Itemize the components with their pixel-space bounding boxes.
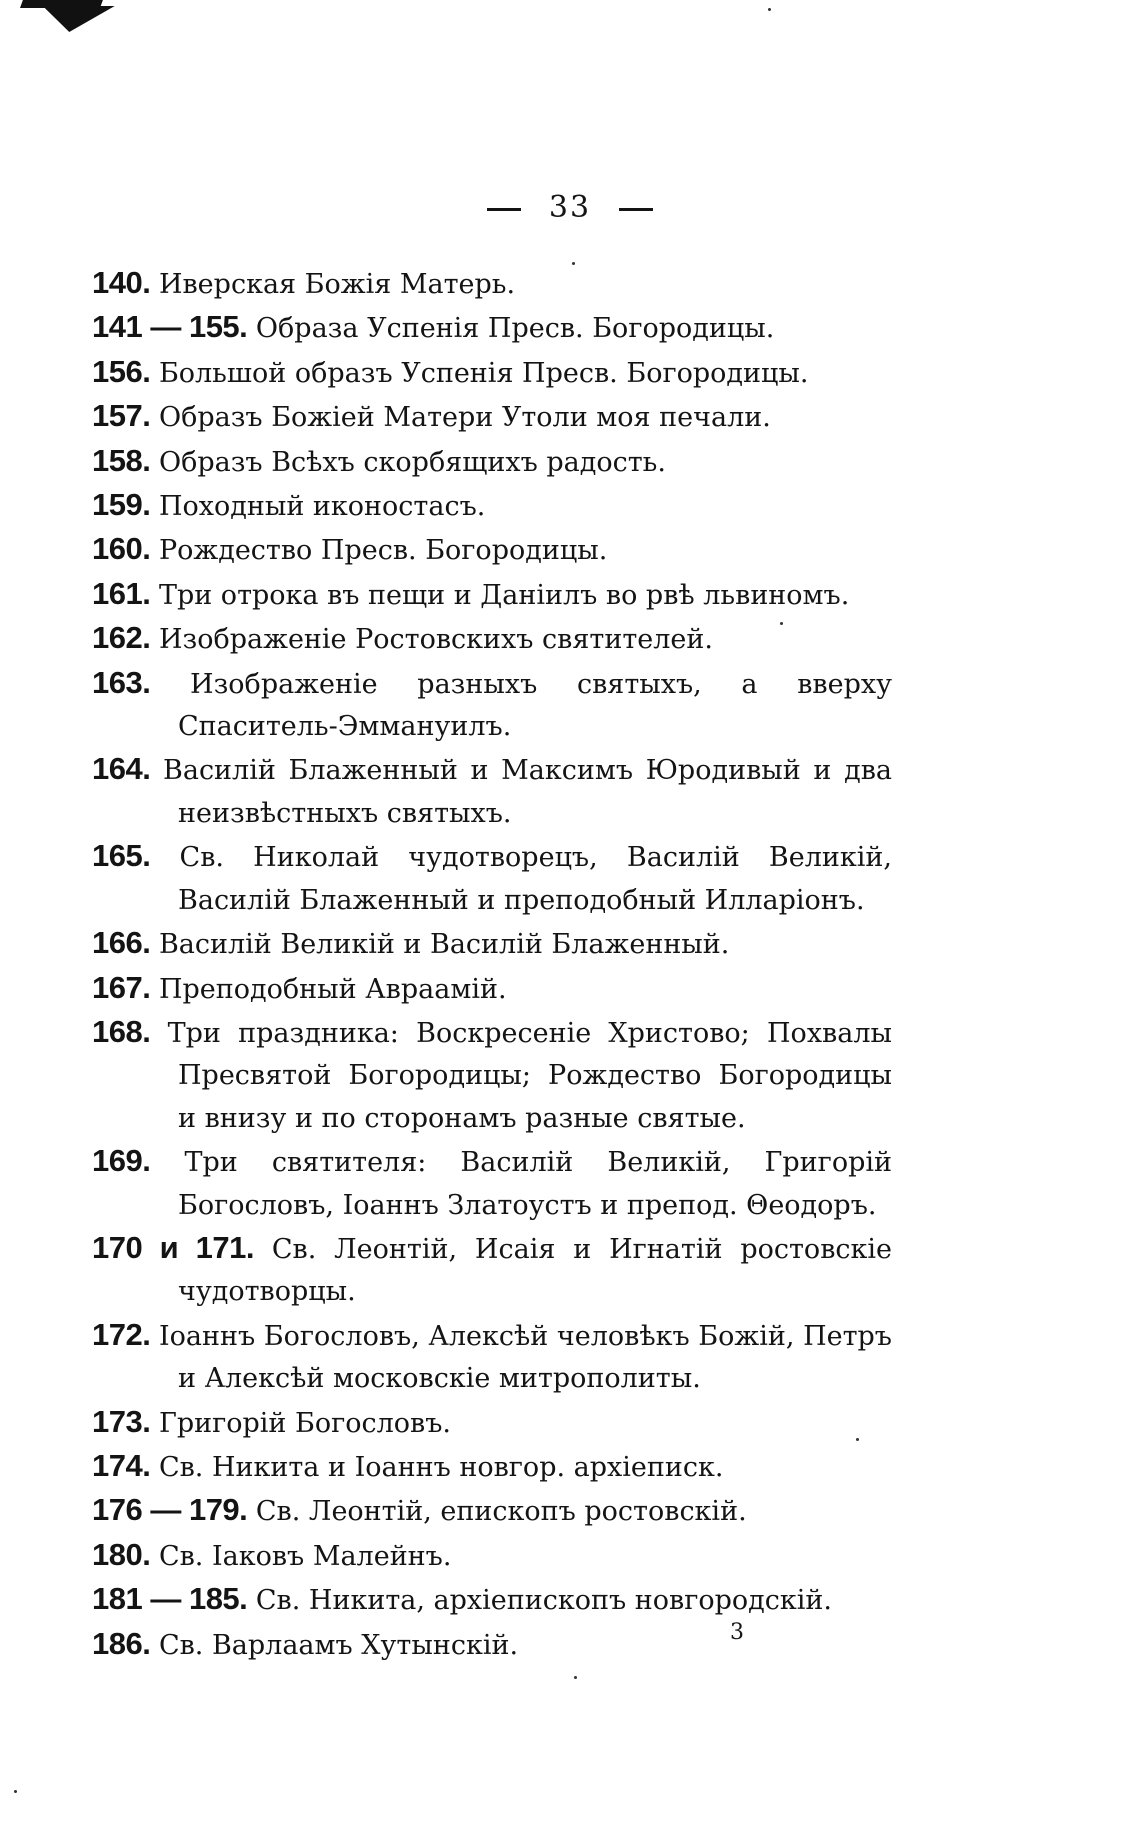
entry-number: 176 — 179. <box>92 1492 248 1528</box>
catalog-entries <box>92 262 892 1667</box>
ink-speck <box>768 8 771 11</box>
catalog-entry <box>92 1011 892 1140</box>
printer-signature-mark: 3 <box>730 1620 744 1645</box>
header-dash-right <box>619 208 653 211</box>
catalog-entry <box>92 1578 892 1622</box>
catalog-entry <box>92 306 892 350</box>
entry-number: 158. <box>92 442 151 478</box>
entry-number: 165. <box>92 838 151 874</box>
catalog-entry <box>92 967 892 1011</box>
entry-number: 156. <box>92 353 151 389</box>
catalog-entry <box>92 617 892 661</box>
entry-text: Св. Никита и Іоаннъ новгор. архіеписк. <box>158 1451 724 1483</box>
entry-number: 163. <box>92 664 151 700</box>
catalog-entry <box>92 351 892 395</box>
entry-text: Большой образъ Успенія Пресв. Богородицы. <box>158 357 809 389</box>
entry-text: Св. Леонтій, епископъ ростовскій. <box>255 1496 747 1528</box>
entry-text: Три праздника: Воскресеніе Христово; Похвалы Пресвятой Богородицы; Рождество Богородицы и внизу и по сторонамъ разные святые. <box>167 1017 892 1134</box>
entry-number: 157. <box>92 398 151 434</box>
header-dash-left <box>487 208 521 211</box>
entry-number: 170 и 171. <box>92 1229 254 1265</box>
entry-number: 181 — 185. <box>92 1581 248 1617</box>
entry-text: Образъ Всѣхъ скорбящихъ радость. <box>158 446 666 478</box>
entry-number: 167. <box>92 969 151 1005</box>
entry-number: 172. <box>92 1316 151 1352</box>
catalog-entry <box>92 662 892 749</box>
entry-text: Св. Іаковъ Малейнъ. <box>158 1540 452 1572</box>
entry-number: 169. <box>92 1143 151 1179</box>
corner-ink-mark <box>33 6 114 32</box>
entry-number: 166. <box>92 925 151 961</box>
entry-number: 162. <box>92 620 151 656</box>
catalog-entry <box>92 1445 892 1489</box>
entry-text: Образа Успенія Пресв. Богородицы. <box>255 313 775 345</box>
ink-speck <box>856 1438 859 1441</box>
catalog-entry <box>92 573 892 617</box>
catalog-entry <box>92 262 892 306</box>
entry-number: 141 — 155. <box>92 309 248 345</box>
catalog-entry <box>92 922 892 966</box>
catalog-entry <box>92 1489 892 1533</box>
ink-speck <box>572 262 575 265</box>
catalog-entry <box>92 1227 892 1314</box>
entry-text: Преподобный Авраамій. <box>158 973 507 1005</box>
entry-number: 159. <box>92 487 151 523</box>
entry-text: Василій Блаженный и Максимъ Юродивый и два неизвѣстныхъ святыхъ. <box>163 755 892 829</box>
catalog-entry <box>92 395 892 439</box>
entry-number: 164. <box>92 751 151 787</box>
entry-number: 174. <box>92 1447 151 1483</box>
catalog-entry <box>92 748 892 835</box>
entry-text: Изображеніе Ростовскихъ святителей. <box>158 624 713 656</box>
entry-text: Изображеніе разныхъ святыхъ, а вверху Спаситель-Эммануилъ. <box>178 668 892 743</box>
ink-speck <box>14 1790 17 1793</box>
entry-number: 140. <box>92 265 151 300</box>
entry-number: 168. <box>92 1013 151 1049</box>
catalog-entry <box>92 484 892 528</box>
entry-text: Св. Леонтій, Исаія и Игнатій ростовскіе чудотворцы. <box>178 1233 893 1308</box>
entry-text: Св. Николай чудотворецъ, Василій Великій, Василій Блаженный и преподобный Илларіонъ. <box>178 842 892 916</box>
entry-number: 180. <box>92 1536 151 1572</box>
page-number: 33 <box>548 190 592 225</box>
catalog-entry <box>92 835 892 922</box>
ink-speck <box>574 1676 577 1679</box>
entry-text: Три отрока въ пещи и Даніилъ во рвѣ львиномъ. <box>158 579 850 611</box>
catalog-entry <box>92 440 892 484</box>
entry-text: Иверская Божія Матерь. <box>158 269 516 300</box>
entry-number: 186. <box>92 1625 151 1661</box>
entry-text: Образъ Божіей Матери Утоли моя печали. <box>158 402 771 434</box>
catalog-entry <box>92 1534 892 1578</box>
catalog-entry <box>92 1140 892 1227</box>
catalog-entry <box>92 1314 892 1401</box>
entry-number: 161. <box>92 575 151 611</box>
ink-speck <box>780 622 783 625</box>
entry-text: Св. Варлаамъ Хутынскій. <box>158 1629 519 1661</box>
entry-number: 160. <box>92 531 151 567</box>
entry-number: 173. <box>92 1403 151 1439</box>
entry-text: Григорій Богословъ. <box>158 1407 451 1439</box>
entry-text: Походный иконостасъ. <box>158 491 486 523</box>
catalog-entry <box>92 1623 892 1667</box>
entry-text: Св. Никита, архіепископъ новгородскій. <box>255 1585 832 1617</box>
catalog-entry <box>92 1401 892 1445</box>
entry-text: Три святителя: Василій Великій, Григорій Богословъ, Іоаннъ Златоустъ и препод. Θеодоръ. <box>178 1147 892 1221</box>
entry-text: Василій Великій и Василій Блаженный. <box>158 929 730 961</box>
page-header <box>0 190 1140 225</box>
entry-text: Іоаннъ Богословъ, Алексѣй человѣкъ Божій, Петръ и Алексѣй московскіе митрополиты. <box>158 1320 892 1395</box>
entry-text: Рождество Пресв. Богородицы. <box>158 535 608 567</box>
catalog-entry <box>92 528 892 572</box>
